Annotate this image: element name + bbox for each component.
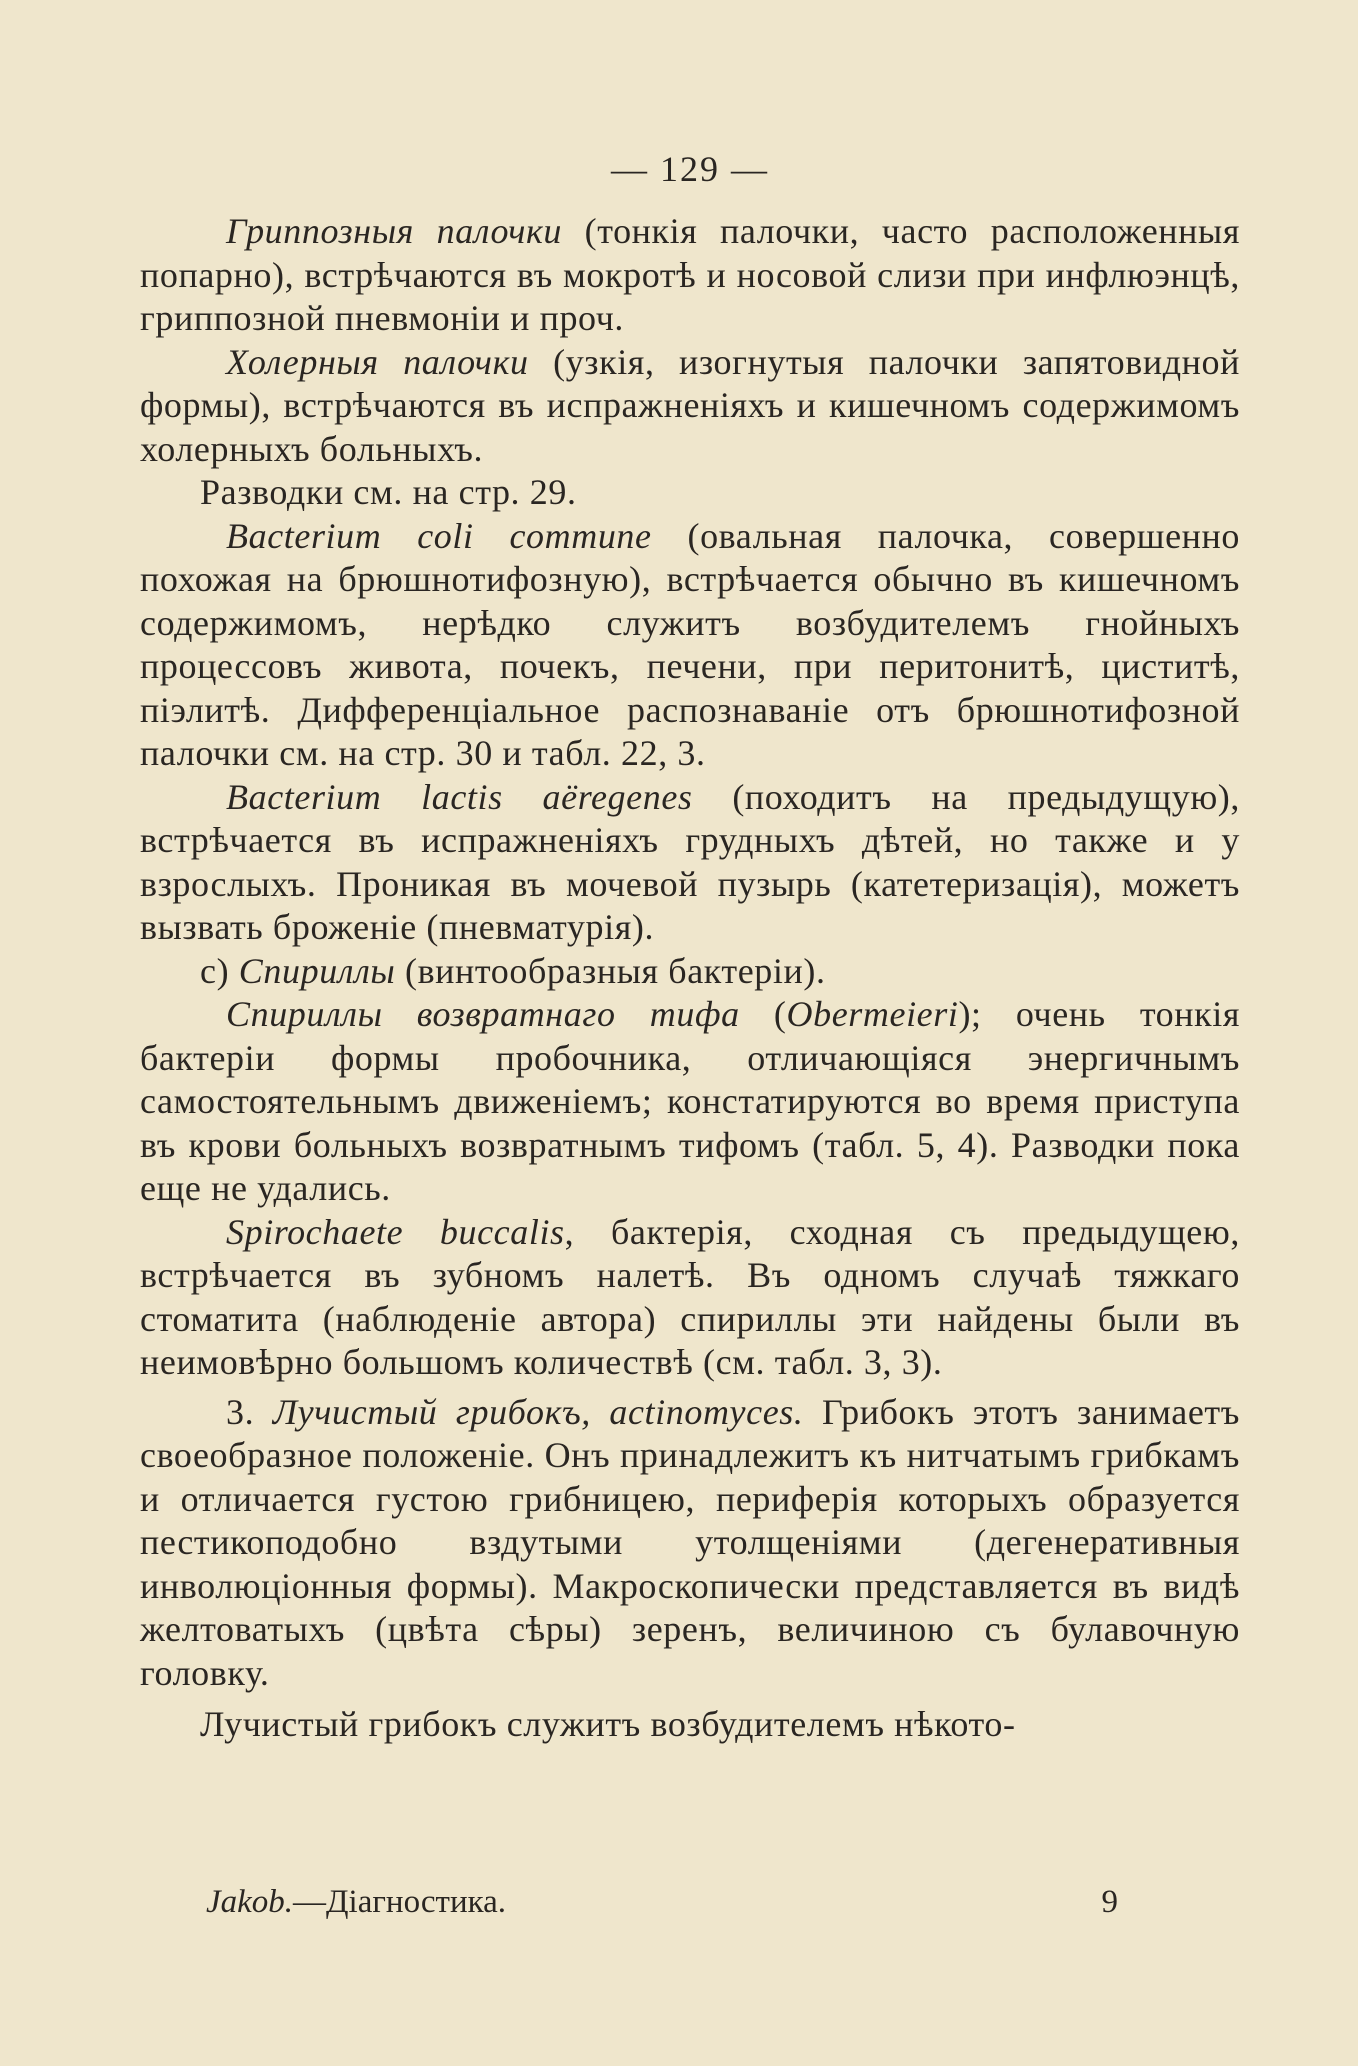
term: Спириллы <box>238 950 396 991</box>
paragraph-text: ); очень тонкія бактеріи формы пробочника, отличающіяся энергичнымъ самостоятельнымъ движеніемъ; констатируются во время приступа въ крови больныхъ возвратнымъ тифомъ (табл. 5, 4). Разводки пока еще не удались. <box>140 994 1240 1208</box>
term: Bacterium coli commune <box>226 515 652 556</box>
page-number: — 129 — <box>611 149 769 189</box>
term: Лучистый грибокъ, actinomyces. <box>272 1391 804 1432</box>
term: Холерныя палочки <box>226 341 529 382</box>
term: Bacterium lactis aëregenes <box>226 776 693 817</box>
paragraph-text: (узкія, изогнутыя палочки запятовидной формы), встрѣчаются въ испражненіяхъ и кишечномъ содержимомъ холерныхъ больныхъ. <box>140 341 1240 469</box>
paragraph-lactis <box>140 776 1240 950</box>
paragraph-spirochaete <box>140 1211 1240 1385</box>
section-marker: 3. <box>226 1391 273 1432</box>
paragraph-cholera <box>140 341 1240 472</box>
paragraph-text: , бактерія, сходная съ предыдущею, встрѣчается въ зубномъ налетѣ. Въ одномъ случаѣ тяжкаго стоматита (наблюденіе автора) спириллы эти найдены были въ неимовѣрно большомъ количествѣ (см. табл. 3, 3). <box>140 1211 1240 1382</box>
paragraph-text: (походитъ на предыдущую), встрѣчается въ испражненіяхъ грудныхъ дѣтей, но также и у взрослыхъ. Проникая въ мочевой пузырь (катетеризація), можетъ вызвать броженіе (пневматурія). <box>140 776 1241 947</box>
paragraph-text: (винтообразныя бактеріи). <box>395 950 826 991</box>
paragraph-text: Лучистый грибокъ служитъ возбудителемъ нѣкото- <box>200 1704 1016 1744</box>
paragraph-grippe <box>140 210 1240 341</box>
page-footer <box>206 1884 1118 1921</box>
body-text <box>140 210 1240 1747</box>
paragraph-actinomyces <box>140 1391 1240 1696</box>
paragraph-cultures <box>140 471 1240 515</box>
term: Спириллы возвратнаго тифа <box>226 994 740 1034</box>
signature-mark <box>206 1884 506 1921</box>
author-name: Jakob. <box>206 1884 294 1920</box>
paragraph-final <box>140 1703 1240 1747</box>
paragraph-text: ( <box>739 994 787 1034</box>
paragraph-relapsing-fever <box>140 993 1240 1211</box>
book-title: —Діагностика. <box>293 1884 507 1920</box>
paragraph-text: (овальная палочка, совершенно похожая на брюшнотифозную), встрѣчается обычно въ кишечномъ содержимомъ, нерѣдко служитъ возбудителемъ гнойныхъ процессовъ живота, почекъ, печени, при перитонитѣ, циститѣ, піэлитѣ. Дифференціальное распознаваніе отъ брюшнотифозной палочки см. на стр. 30 и табл. 22, 3. <box>140 515 1240 773</box>
term: Spirochaete buccalis <box>226 1211 565 1252</box>
paragraph-coli <box>140 515 1240 776</box>
paragraph-text: Разводки см. на стр. 29. <box>200 472 577 512</box>
paragraph-text: (тонкія палочки, часто расположенныя попарно), встрѣчаются въ мокротѣ и носовой слизи при инфлюэнцѣ, гриппозной пневмоніи и проч. <box>140 211 1240 338</box>
paragraph-text: Грибокъ этотъ занимаетъ своеобразное положеніе. Онъ принадлежитъ къ нитчатымъ грибкамъ и отличается густою грибницею, периферія которыхъ образуется пестикоподобно вздутыми утолщеніями (дегенеративныя инволюціонныя формы). Макроскопически представляется въ видѣ желтоватыхъ (цвѣта сѣры) зеренъ, величиною съ булавочную головку. <box>140 1391 1240 1693</box>
signature-number: 9 <box>1101 1884 1118 1920</box>
section-marker: c) <box>200 950 239 991</box>
term: Гриппозныя палочки <box>226 211 563 251</box>
term: Obermeieri <box>786 994 959 1034</box>
paragraph-spirilla-heading <box>140 950 1240 994</box>
